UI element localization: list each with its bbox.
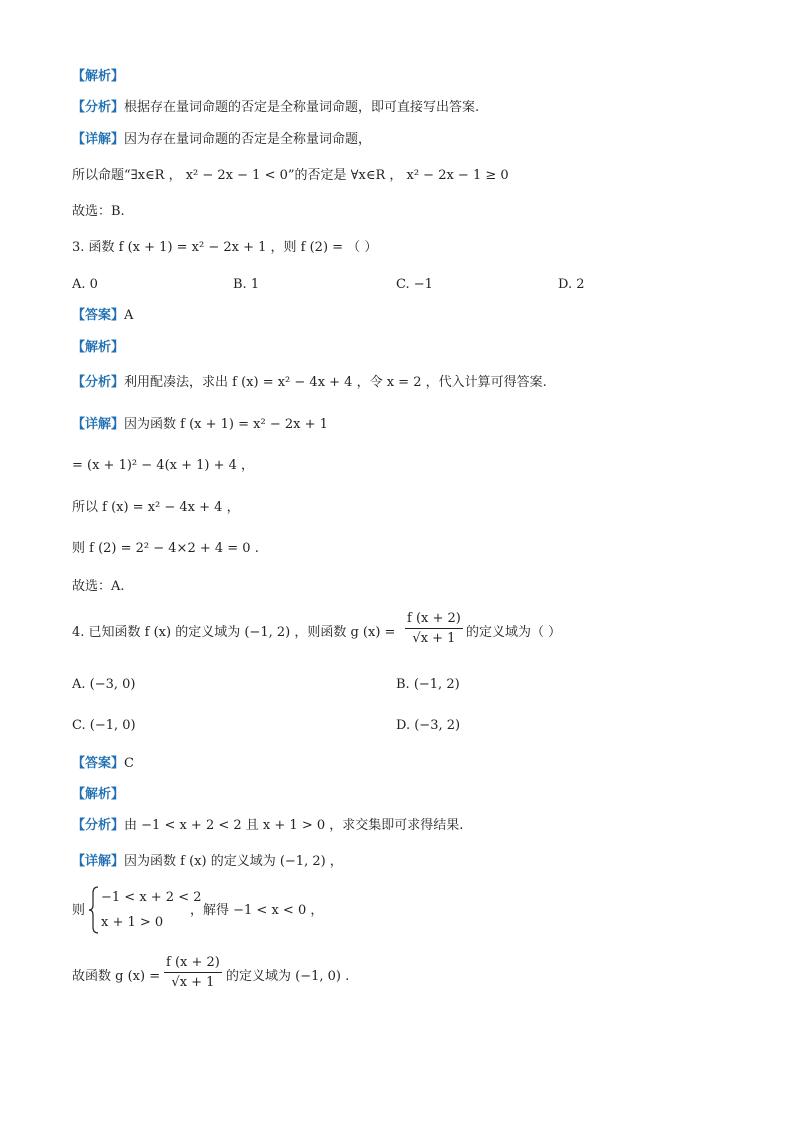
detail-text: 因为存在量词命题的否定是全称量词命题，	[124, 132, 372, 147]
detail-tag: 【详解】	[72, 417, 125, 432]
detail-text: 因为函数 f (x + 1) = x² − 2x + 1	[124, 417, 328, 432]
detail-line	[72, 416, 328, 434]
fraction-denominator: √x + 1	[171, 975, 215, 990]
answer-line	[72, 755, 134, 773]
detail-step: 则 f (2) = 2² − 4×2 + 4 = 0 .	[72, 541, 259, 556]
final-line-start: 故函数 g (x) =	[72, 969, 161, 984]
fraction-numerator: f (x + 2)	[405, 611, 463, 629]
option-b: B. (−1, 2)	[396, 677, 460, 692]
option-a: A. (−3, 0)	[72, 677, 136, 692]
option-d: D. (−3, 2)	[396, 718, 461, 733]
option-a: A. 0	[72, 277, 98, 292]
answer-tag: 【答案】	[72, 308, 125, 323]
detail-tag: 【详解】	[72, 132, 125, 147]
answer-line	[72, 307, 133, 325]
question-stem-start: 4. 已知函数 f (x) 的定义域为 (−1, 2) ，则函数 g (x) =	[72, 625, 396, 640]
analysis-line	[72, 374, 547, 392]
analysis-line	[72, 817, 463, 835]
detail-step: = (x + 1)² − 4(x + 1) + 4 ，	[72, 458, 255, 473]
question-fraction	[405, 611, 463, 646]
detail-line	[72, 131, 371, 149]
final-fraction	[164, 955, 222, 990]
detail-line	[72, 853, 343, 871]
option-c: C. −1	[396, 277, 433, 292]
analysis-text: 根据存在量词命题的否定是全称量词命题，即可直接写出答案.	[124, 100, 480, 115]
analysis-text: 利用配凑法，求出 f (x) = x² − 4x + 4 ，令 x = 2 ，代入计算可得答案.	[124, 375, 547, 390]
question-stem: 3. 函数 f (x + 1) = x² − 2x + 1 ，则 f (2) = （ ）	[72, 240, 378, 255]
left-brace	[88, 886, 100, 934]
choice-line: 故选：B.	[72, 204, 125, 219]
analysis-line	[72, 99, 479, 117]
analysis-tag: 【分析】	[72, 818, 125, 833]
question-stem-end: 的定义域为（ ）	[466, 625, 562, 640]
option-b: B. 1	[233, 277, 260, 292]
fraction-numerator: f (x + 2)	[164, 955, 222, 973]
analysis-tag: 【分析】	[72, 375, 125, 390]
analysis-tag: 【分析】	[72, 100, 125, 115]
analysis-heading: 【解析】	[72, 69, 125, 84]
system-line-1: −1 < x + 2 < 2	[101, 890, 202, 905]
fraction-denominator: √x + 1	[412, 631, 456, 646]
analysis-heading: 【解析】	[72, 787, 125, 802]
system-line-2: x + 1 > 0	[101, 915, 164, 930]
final-line-end: 的定义域为 (−1, 0) .	[226, 969, 350, 984]
system-prefix: 则	[72, 903, 86, 918]
detail-step: 所以 f (x) = x² − 4x + 4 ，	[72, 500, 240, 515]
detail-step: 所以命题“∃x∈R ， x² − 2x − 1 < 0”的否定是 ∀x∈R ， x² − 2x − 1 ≥ 0	[72, 168, 509, 183]
analysis-heading: 【解析】	[72, 340, 125, 355]
detail-tag: 【详解】	[72, 854, 125, 869]
option-d: D. 2	[558, 277, 585, 292]
detail-text: 因为函数 f (x) 的定义域为 (−1, 2) ，	[124, 854, 343, 869]
option-c: C. (−1, 0)	[72, 718, 136, 733]
choice-line: 故选：A.	[72, 579, 125, 594]
analysis-text: 由 −1 < x + 2 < 2 且 x + 1 > 0 ，求交集即可求得结果.	[124, 818, 464, 833]
answer-value: A	[124, 308, 134, 323]
solve-result: ，解得 −1 < x < 0 ，	[190, 903, 324, 918]
answer-tag: 【答案】	[72, 756, 125, 771]
answer-value: C	[124, 756, 134, 771]
